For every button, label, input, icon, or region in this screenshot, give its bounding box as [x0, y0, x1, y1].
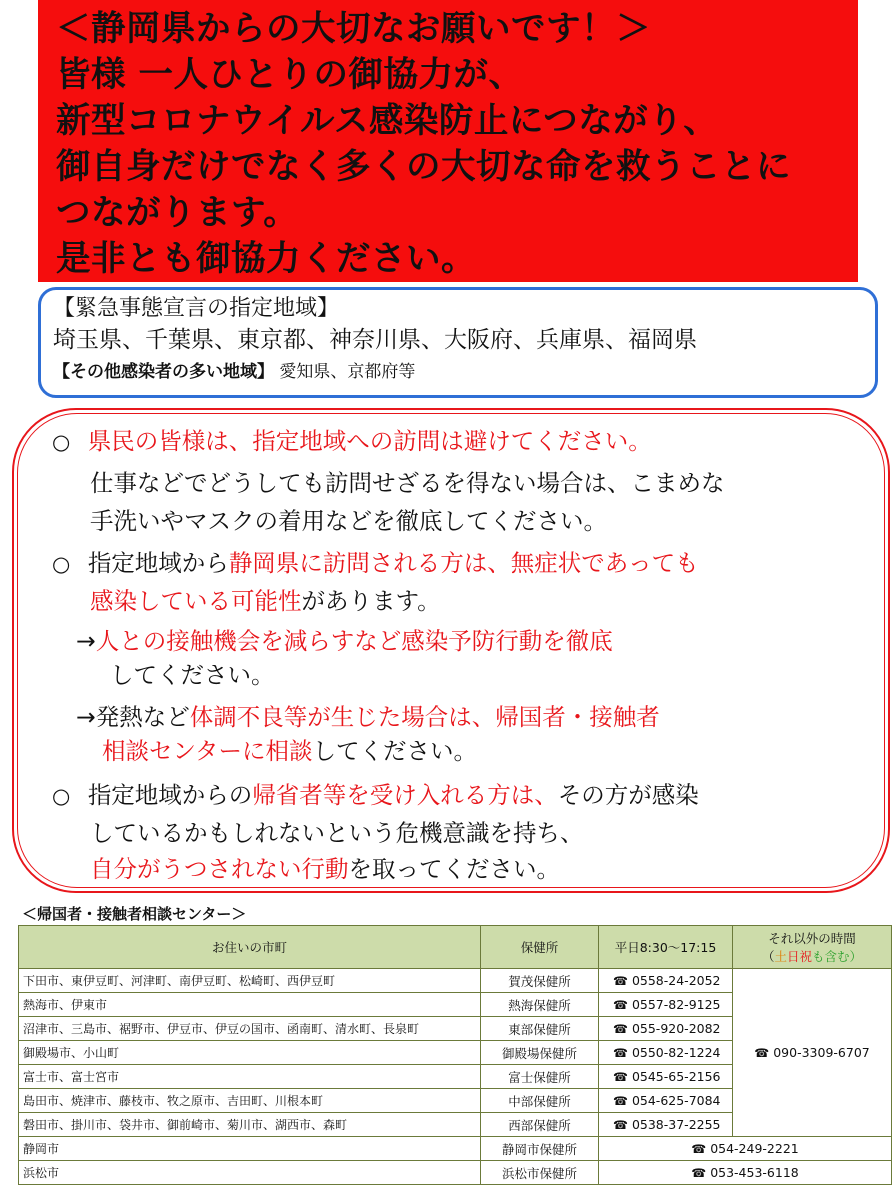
- request-1-detail-1: 仕事などでどうしても訪問せざるを得ない場合は、こまめな: [90, 469, 725, 497]
- cell-health-center: 西部保健所: [481, 1113, 599, 1137]
- banner-line: 皆様 一人ひとりの御協力が、: [56, 55, 524, 95]
- request-3-c: その方が感染: [557, 781, 699, 809]
- bullet-icon: ○: [52, 430, 71, 454]
- request-3-l3a: 自分がうつされない行動: [90, 855, 349, 883]
- request-2-c: 感染している可能性: [90, 587, 302, 615]
- cell-health-center: 東部保健所: [481, 1017, 599, 1041]
- other-phone-number: 090-3309-6707: [773, 1045, 870, 1060]
- cell-phone: [599, 1089, 733, 1113]
- table-row: [19, 1161, 892, 1185]
- request-3-line-3: [90, 850, 560, 888]
- cell-city: 浜松市: [19, 1161, 481, 1185]
- arrow-icon: →: [76, 627, 96, 655]
- arrow-icon: →: [76, 703, 96, 731]
- cell-phone: [599, 1065, 733, 1089]
- phone-number: 0538-37-2255: [631, 1117, 721, 1132]
- request-2-b: 静岡県に訪問される方は、無症状であっても: [228, 549, 699, 577]
- request-1-detail-2: 手洗いやマスクの着用などを徹底してください。: [90, 507, 607, 535]
- banner-line: 是非とも御協力ください。: [56, 239, 476, 279]
- cell-city: 下田市、東伊豆町、河津町、南伊豆町、松崎町、西伊豆町: [19, 969, 481, 993]
- header-other-time-sub: [737, 947, 887, 965]
- phone-number: 055-920-2082: [631, 1021, 721, 1036]
- cell-health-center: 浜松市保健所: [481, 1161, 599, 1185]
- cell-health-center: 御殿場保健所: [481, 1041, 599, 1065]
- phone-icon: ☎: [613, 974, 628, 988]
- consultation-center-table: [18, 925, 892, 1185]
- advice-1-line-2: してください。: [110, 661, 275, 689]
- sun-label: 日: [786, 949, 800, 964]
- phone-icon: ☎: [691, 1166, 707, 1180]
- advice-1: [76, 622, 613, 660]
- cell-other-time-phone: [733, 969, 892, 1137]
- header-other-time-label: それ以外の時間: [768, 931, 856, 946]
- cell-health-center: 静岡市保健所: [481, 1137, 599, 1161]
- request-3-l3b: を取ってください。: [348, 855, 560, 883]
- header-other-time: [733, 926, 892, 969]
- other-areas-label: 【その他感染者の多い地域】: [53, 362, 274, 382]
- other-areas-list: 愛知県、京都府等: [279, 362, 416, 382]
- cell-phone: [599, 1113, 733, 1137]
- phone-number: 0545-65-2156: [631, 1069, 721, 1084]
- paren-close: も含む）: [812, 949, 863, 964]
- cell-phone: [599, 969, 733, 993]
- banner-line: ＜静岡県からの大切なお願いです！＞: [56, 9, 651, 49]
- header-health-center: 保健所: [481, 926, 599, 969]
- phone-icon: ☎: [613, 1118, 628, 1132]
- cell-city: 島田市、焼津市、藤枝市、牧之原市、吉田町、川根本町: [19, 1089, 481, 1113]
- table-row: [19, 1137, 892, 1161]
- bullet-icon: ○: [52, 552, 71, 576]
- request-3: [52, 776, 699, 815]
- request-3-b: 帰省者等を受け入れる方は、: [252, 781, 558, 809]
- cell-health-center: 熱海保健所: [481, 993, 599, 1017]
- cell-city: 御殿場市、小山町: [19, 1041, 481, 1065]
- request-3-line-2: しているかもしれないという危機意識を持ち、: [90, 819, 584, 847]
- request-1: [52, 422, 652, 461]
- cell-health-center: 中部保健所: [481, 1089, 599, 1113]
- cell-phone-merged: [599, 1161, 892, 1185]
- header-banner: [38, 0, 858, 282]
- phone-number: 053-453-6118: [710, 1165, 799, 1180]
- requests-box: [12, 408, 890, 893]
- banner-line: つながります。: [56, 193, 299, 233]
- phone-number: 054-625-7084: [631, 1093, 721, 1108]
- table-row: [19, 969, 892, 993]
- phone-icon: ☎: [691, 1142, 707, 1156]
- advice-2-a: 発熱など: [95, 703, 190, 731]
- phone-icon: ☎: [613, 1046, 628, 1060]
- advice-2: [76, 698, 660, 736]
- advice-1-main: 人との接触機会を減らすなど感染予防行動を徹底: [95, 627, 613, 655]
- request-1-main: 県民の皆様は、指定地域への訪問は避けてください。: [87, 427, 652, 455]
- cell-phone: [599, 1017, 733, 1041]
- sat-label: 土: [774, 949, 787, 964]
- phone-icon: ☎: [613, 998, 628, 1012]
- request-2-d: があります。: [301, 587, 441, 615]
- designated-heading: 【緊急事態宣言の指定地域】: [53, 296, 340, 321]
- center-section-title: ＜帰国者・接触者相談センター＞: [22, 905, 247, 923]
- header-weekday: 平日8:30～17:15: [599, 926, 733, 969]
- cell-phone-merged: [599, 1137, 892, 1161]
- designated-areas-box: [38, 287, 878, 398]
- cell-city: 沼津市、三島市、裾野市、伊豆市、伊豆の国市、函南町、清水町、長泉町: [19, 1017, 481, 1041]
- table-header-row: [19, 926, 892, 969]
- cell-phone: [599, 993, 733, 1017]
- request-3-a: 指定地域からの: [87, 781, 253, 809]
- advice-2-b: 体調不良等が生じた場合は、帰国者・接触者: [189, 703, 660, 731]
- designated-prefectures: 埼玉県、千葉県、東京都、神奈川県、大阪府、兵庫県、福岡県: [53, 327, 697, 353]
- hol-label: 祝: [799, 949, 813, 964]
- cell-city: 熱海市、伊東市: [19, 993, 481, 1017]
- advice-2-line-2: [102, 732, 477, 770]
- phone-number: 0557-82-9125: [631, 997, 721, 1012]
- cell-phone: [599, 1041, 733, 1065]
- cell-city: 静岡市: [19, 1137, 481, 1161]
- phone-number: 0558-24-2052: [631, 973, 721, 988]
- cell-city: 富士市、富士宮市: [19, 1065, 481, 1089]
- phone-icon: ☎: [613, 1070, 628, 1084]
- phone-number: 0550-82-1224: [631, 1045, 721, 1060]
- request-2-line-2: [90, 582, 441, 620]
- phone-icon: ☎: [754, 1046, 770, 1060]
- phone-number: 054-249-2221: [710, 1141, 799, 1156]
- bullet-icon: ○: [52, 784, 71, 808]
- header-city: お住いの市町: [19, 926, 481, 969]
- cell-health-center: 賀茂保健所: [481, 969, 599, 993]
- paren-open: （: [761, 949, 775, 964]
- advice-2-c: 相談センターに相談: [102, 737, 313, 765]
- other-areas-line: [53, 356, 875, 388]
- cell-health-center: 富士保健所: [481, 1065, 599, 1089]
- request-2: [52, 544, 699, 583]
- request-2-a: 指定地域から: [87, 549, 229, 577]
- advice-2-d: してください。: [312, 737, 478, 765]
- banner-line: 新型コロナウイルス感染防止につながり、: [56, 101, 719, 141]
- phone-icon: ☎: [613, 1094, 628, 1108]
- cell-city: 磐田市、掛川市、袋井市、御前崎市、菊川市、湖西市、森町: [19, 1113, 481, 1137]
- banner-line: 御自身だけでなく多くの大切な命を救うことに: [56, 147, 791, 187]
- phone-icon: ☎: [613, 1022, 628, 1036]
